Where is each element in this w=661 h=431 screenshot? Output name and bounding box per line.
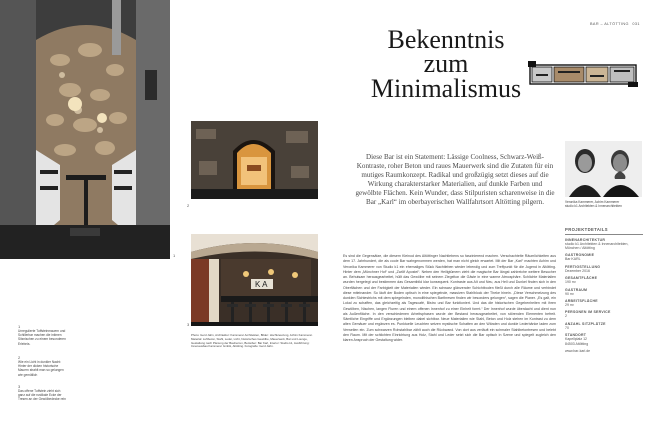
project-website-link[interactable]: www.bar-karl.de [565, 348, 591, 353]
caption-text: Wie ein Licht in dunkler Nacht: Hinter der dicken historische Mauern strahlt man so gelungen wie gemütlich [18, 360, 64, 377]
project-item-value: 190 m² [565, 280, 576, 285]
project-item-label: STANDORT [565, 333, 587, 338]
article-title [343, 25, 549, 103]
project-item-label: GESAMTFLÄCHE [565, 276, 598, 281]
project-details [565, 227, 643, 353]
body-text: Es sind die Gegensätze, die diesem Kleinod des Altöttinger Nachtlebens so faszinierend machen. Verschachtelte Räumlichkeiten aus dem 17. Jahrhundert, die als coole Bar wahrgenommen werden, hat man nicht gleich erwartet. Mit der Bar „Karl“ machten Achim und Veronika Kammerer von Studio k1 ein ehemaliges Stück Nachtleben wieder lebendig und zum Treffpunkt für die Jugend in Altötting. Hinter dem „Münchner Hof“ und „Zwölf Apostel“. Neben den Heiligtümern zieht die magische Bar längst zahlreiche weitere Besucher an. Behutsam herausgearbeitet, hüllt das Gewölbe mit seinem Ziegelton die Gäste in eine warme Atmosphäre. Schlichte Materialien wurden hergelegt und bestimmen das Gesamtbild klar konsequent. Kontraste aus Alt und Neu, aus Hell und Dunkel finden sich in den Oberflächen und der Farbigkeit der Materialien wieder. Ein schwarz glänzender Schichtboden fließt durch alle Räume und verbindet diese miteinander. So läuft der Boden optisch in eine spiegelnde, massiven Stahlblock der Theke hinein. „Diese Verschmelzung des dunklen Sichtestrichs mit dem spiegelnden, monolithischen Barthresen finden wir besonders gelungen“, sagen die Planer. „Es galt, ein Lokal zu schaffen, das gleichzeitig als Tagescafé, Bistro und Bar funktioniert. Und das die historischen Gegebenheiten mit ihren Gewölben, Nischen, langen Fluren und einem offenen Innenhof zu einer Einheit formt.“ Der Innenhof wurde überdacht und dient nun als Außenfläche. In den verschiedenen Arbeitsphasen wurde der Bestand herausgearbeitet, von störenden Elementen befreit. Sämtliche Eingriffe und Ergänzungen bleiben dabei sichtbar. Neue Materialien wie Stahl, Beton und Holz stehen im Kontrast zu dem alten Gemäuer und ergänzen es. Punktuelle Leuchten setzen mystische Schatten an den Wänden und dunkle Lederbänke laden zum Verweilen ein. Zum schwarzen Rohstahlbar zählt auch die Rückwand. Von dort aus verläuft ein schmaler Stahlbetontresen und belebt den Raum. Mit der schlichten Einrichtung aus Holz, Stahl und Leder setzt sich die Bar optisch in Szene und spiegelt zugleich den klaren Anspruch der Gestaltung wider. [343, 254, 556, 342]
caption-number: 1 [18, 324, 21, 329]
project-item-label: INNENARCHITEKTUR [565, 237, 606, 242]
title-line-2: zum [423, 49, 469, 78]
project-item [565, 310, 643, 318]
project-item [565, 333, 643, 346]
project-item-label: ANZAHL SITZPLÄTZE [565, 321, 606, 326]
intro-text: Diese Bar ist ein Statement: Lässige Coolness, Schwarz-Weiß-Kontraste, roher Beton und raues Mauerwerk sind die Zutaten für ein mutiges Raumkonzept. Radikal und großzügig setzt dieses auf die Wirkung charakterstarker Materialien, auf dunkle Farben und gewölbte Flächen. Kein Wunder, dass Stilpuristen scharenweise in die Bar „Karl“ im oberbayerischen Wallfahrtsort Altötting pilgern. [355, 153, 555, 207]
project-item-value: Bar KARL [565, 257, 581, 262]
caption-text: Unregulierte Tuffsteinmauern und Schillerbar machen die intimen Sitznischen zu einem besonderen Erlebnis. [18, 329, 66, 346]
photo-credit: Photo: Gerd Jahn, Architektur: Kammerer Architekten, Bilder: Hochkreuzung, Achim Kammerer. Material: Luftbeton, Stahl, Leder, Licht, historisches Gewölbe, Mauerwerk, Bar und Lounge, Gestaltung nach Planung der Bauherren, Betreiber: Bar Karl, Interior: Studio k1, Ausführung: Innenausbau Kammerer GmbH, Altötting. Fotografie: Gerd Jahn. [191, 333, 313, 349]
caption-1 [18, 324, 66, 346]
running-title: BAR – ALTÖTTING [590, 22, 629, 26]
project-item [565, 265, 643, 273]
project-item-label: GASTRAUM [565, 287, 588, 292]
project-item-label: PERSONEN IM SERVICE [565, 310, 611, 315]
portrait-photo [565, 141, 642, 197]
title-line-3: Minimalismus [370, 74, 522, 103]
project-item-value: Kapellplatz 12 84503 Altötting [565, 337, 589, 346]
project-item [565, 276, 643, 284]
floor-plan-drawing [528, 61, 638, 87]
project-item-label: GASTRONOMIE [565, 253, 595, 258]
project-item-value: 70 [565, 325, 569, 330]
portrait-image [565, 141, 642, 197]
photo-number: 2 [187, 203, 190, 208]
caption-number: 3 [18, 384, 21, 389]
photo-bar-counter [191, 234, 318, 326]
title-line-1: Bekenntnis [387, 25, 505, 54]
project-item [565, 322, 643, 330]
floor-plan [528, 61, 638, 87]
running-header [590, 22, 640, 26]
photo-arch-light-image [191, 121, 318, 199]
project-item [565, 253, 643, 261]
project-item-value: 29 m² [565, 302, 574, 307]
caption-3 [18, 384, 66, 402]
photo-bar-niche [0, 0, 170, 259]
project-item [565, 299, 643, 307]
project-item-value: Dezember 2016 [565, 268, 590, 273]
project-heading: PROJEKTDETAILS [565, 227, 643, 235]
page-number: 031 [632, 22, 640, 26]
project-item [565, 288, 643, 296]
photo-number: 3 [187, 322, 190, 327]
photo-arch-light [191, 121, 318, 199]
photo-number: 1 [173, 253, 176, 258]
project-item-value: studio k1 Architekten & Innenarchitekten, München / Altötting [565, 241, 629, 250]
project-item-label: ARBEITSFLÄCHE [565, 298, 598, 303]
project-item-label: FERTIGSTELLUNG [565, 264, 601, 269]
caption-number: 2 [18, 355, 21, 360]
project-item-value: 2 [565, 314, 567, 319]
portrait-caption: Veronika Kammerer, Achim Kammerer studio k1 Architekten & Innenarchitekten [565, 200, 622, 209]
svg-text:K A: K A [255, 280, 268, 289]
caption-text: Das offene Tuffstein zieht sich ganz auf die rustikale Ecke der Tresen an der Gewölbedecke rein [18, 389, 66, 402]
caption-2 [18, 355, 66, 377]
photo-bar-niche-image [0, 0, 170, 259]
photo-bar-counter-image [191, 234, 318, 326]
project-item [565, 238, 643, 251]
project-item-value: 90 m² [565, 291, 574, 296]
